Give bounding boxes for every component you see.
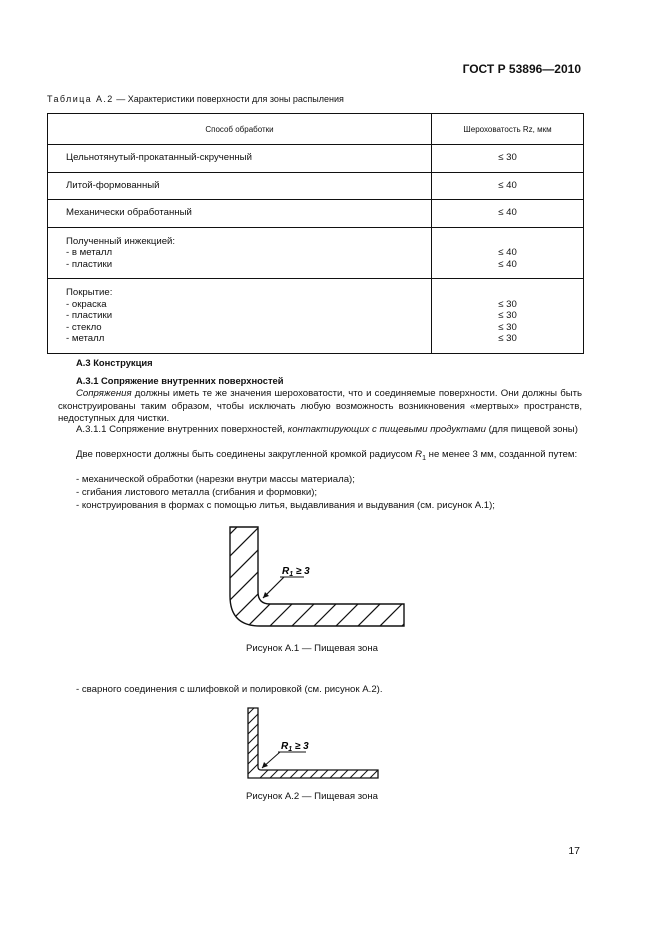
figure-a1-label: $R_1 \ge 3$ — [282, 566, 310, 578]
paragraph-1 — [58, 388, 582, 426]
roughness-value: ≤ 30 — [498, 333, 517, 344]
figure-a2-outline — [248, 708, 378, 778]
figure-a2-caption: Рисунок А.2 — Пищевая зона — [246, 791, 378, 802]
roughness-value: ≤ 30 — [498, 310, 517, 321]
table-row — [48, 200, 584, 228]
roughness-value: ≤ 30 — [498, 321, 517, 333]
header-roughness: Шероховатость Rz, мкм — [432, 114, 584, 145]
header-method: Способ обработки — [48, 114, 432, 145]
figure-a1 — [222, 522, 412, 634]
table-caption-prefix: Таблица А.2 — [47, 94, 114, 104]
figure-a2-hatching — [244, 706, 380, 780]
p3-end: не менее 3 мм, созданной путем: — [426, 449, 578, 460]
table-caption — [47, 94, 344, 104]
roughness-value: ≤ 40 — [498, 179, 517, 191]
p1-rest: должны иметь те же значения шероховатости, что и соединяемые поверхности. Они должны быть сконструированы таким образом, чтобы исключать любую возможность возникновения «мертвых» пространств, недоступных для чистки. — [58, 388, 582, 424]
p1-italic: Сопряжения — [76, 388, 132, 399]
standard-number: ГОСТ Р 53896—2010 — [462, 62, 581, 76]
page-number: 17 — [568, 845, 580, 857]
table-row — [48, 145, 584, 173]
cell-method — [48, 172, 432, 200]
cell-roughness — [432, 145, 584, 173]
cell-roughness — [432, 279, 584, 354]
cell-roughness — [432, 227, 584, 279]
method-line: - пластики — [66, 310, 113, 321]
bullet-4: - сварного соединения с шлифовкой и полировкой (см. рисунок А.2). — [76, 684, 383, 695]
table-row — [48, 279, 584, 354]
method-line: Покрытие: — [66, 287, 113, 298]
method-line: - металл — [66, 333, 105, 344]
method-line: - стекло — [66, 321, 102, 333]
table-header-row — [48, 114, 584, 145]
method-line: - в металл — [66, 247, 113, 258]
table-caption-text: — Характеристики поверхности для зоны распыления — [113, 94, 344, 104]
p3-subscript: 1 — [422, 454, 427, 462]
method-line: Литой-формованный — [66, 179, 160, 191]
method-line: Цельнотянутый-прокатанный-скрученный — [66, 152, 252, 163]
paragraph-3 — [58, 449, 582, 465]
section-a31-title: А.3.1 Сопряжение внутренних поверхностей — [76, 375, 284, 386]
surface-table — [47, 113, 584, 354]
figure-a2-label: $R_1 \ge 3$ — [281, 741, 309, 753]
table-row — [48, 227, 584, 279]
cell-method — [48, 200, 432, 228]
figure-a1-caption: Рисунок А.1 — Пищевая зона — [246, 643, 378, 654]
bullet-1: - механической обработки (нарезки внутри массы материала); — [76, 474, 355, 485]
roughness-value — [432, 236, 583, 248]
cell-roughness — [432, 200, 584, 228]
section-a3-title: А.3 Конструкция — [76, 357, 153, 368]
p2-italic: контактирующих с пищевыми продуктами — [287, 424, 486, 435]
p3-start: Две поверхности должны быть соединены закругленной кромкой радиусом — [76, 449, 416, 460]
roughness-value: ≤ 40 — [498, 207, 517, 218]
roughness-value — [432, 287, 583, 299]
roughness-value: ≤ 40 — [498, 247, 517, 258]
figure-a1-outline — [230, 527, 404, 626]
method-line: Полученный инжекцией: — [66, 235, 176, 247]
cell-method — [48, 279, 432, 354]
paragraph-2 — [58, 424, 582, 437]
p2-end: (для пищевой зоны) — [485, 424, 578, 435]
roughness-value: ≤ 30 — [498, 298, 517, 310]
cell-method — [48, 145, 432, 173]
bullet-2: - сгибания листового металла (сгибания и формовки); — [76, 487, 318, 498]
method-line: Механически обработанный — [66, 207, 192, 218]
table-row — [48, 172, 584, 200]
figure-a1-hatching — [222, 522, 412, 634]
roughness-value: ≤ 30 — [498, 152, 517, 163]
method-line: - окраска — [66, 298, 107, 310]
method-line: - пластики — [66, 258, 113, 270]
roughness-value: ≤ 40 — [498, 258, 517, 270]
p3-symbol: R — [415, 449, 423, 460]
figure-a2 — [244, 706, 384, 782]
bullet-3: - конструирования в формах с помощью литья, выдавливания и выдувания (см. рисунок А.1); — [76, 500, 495, 511]
cell-method — [48, 227, 432, 279]
p2-start: А.3.1.1 Сопряжение внутренних поверхностей, — [76, 424, 288, 435]
cell-roughness — [432, 172, 584, 200]
